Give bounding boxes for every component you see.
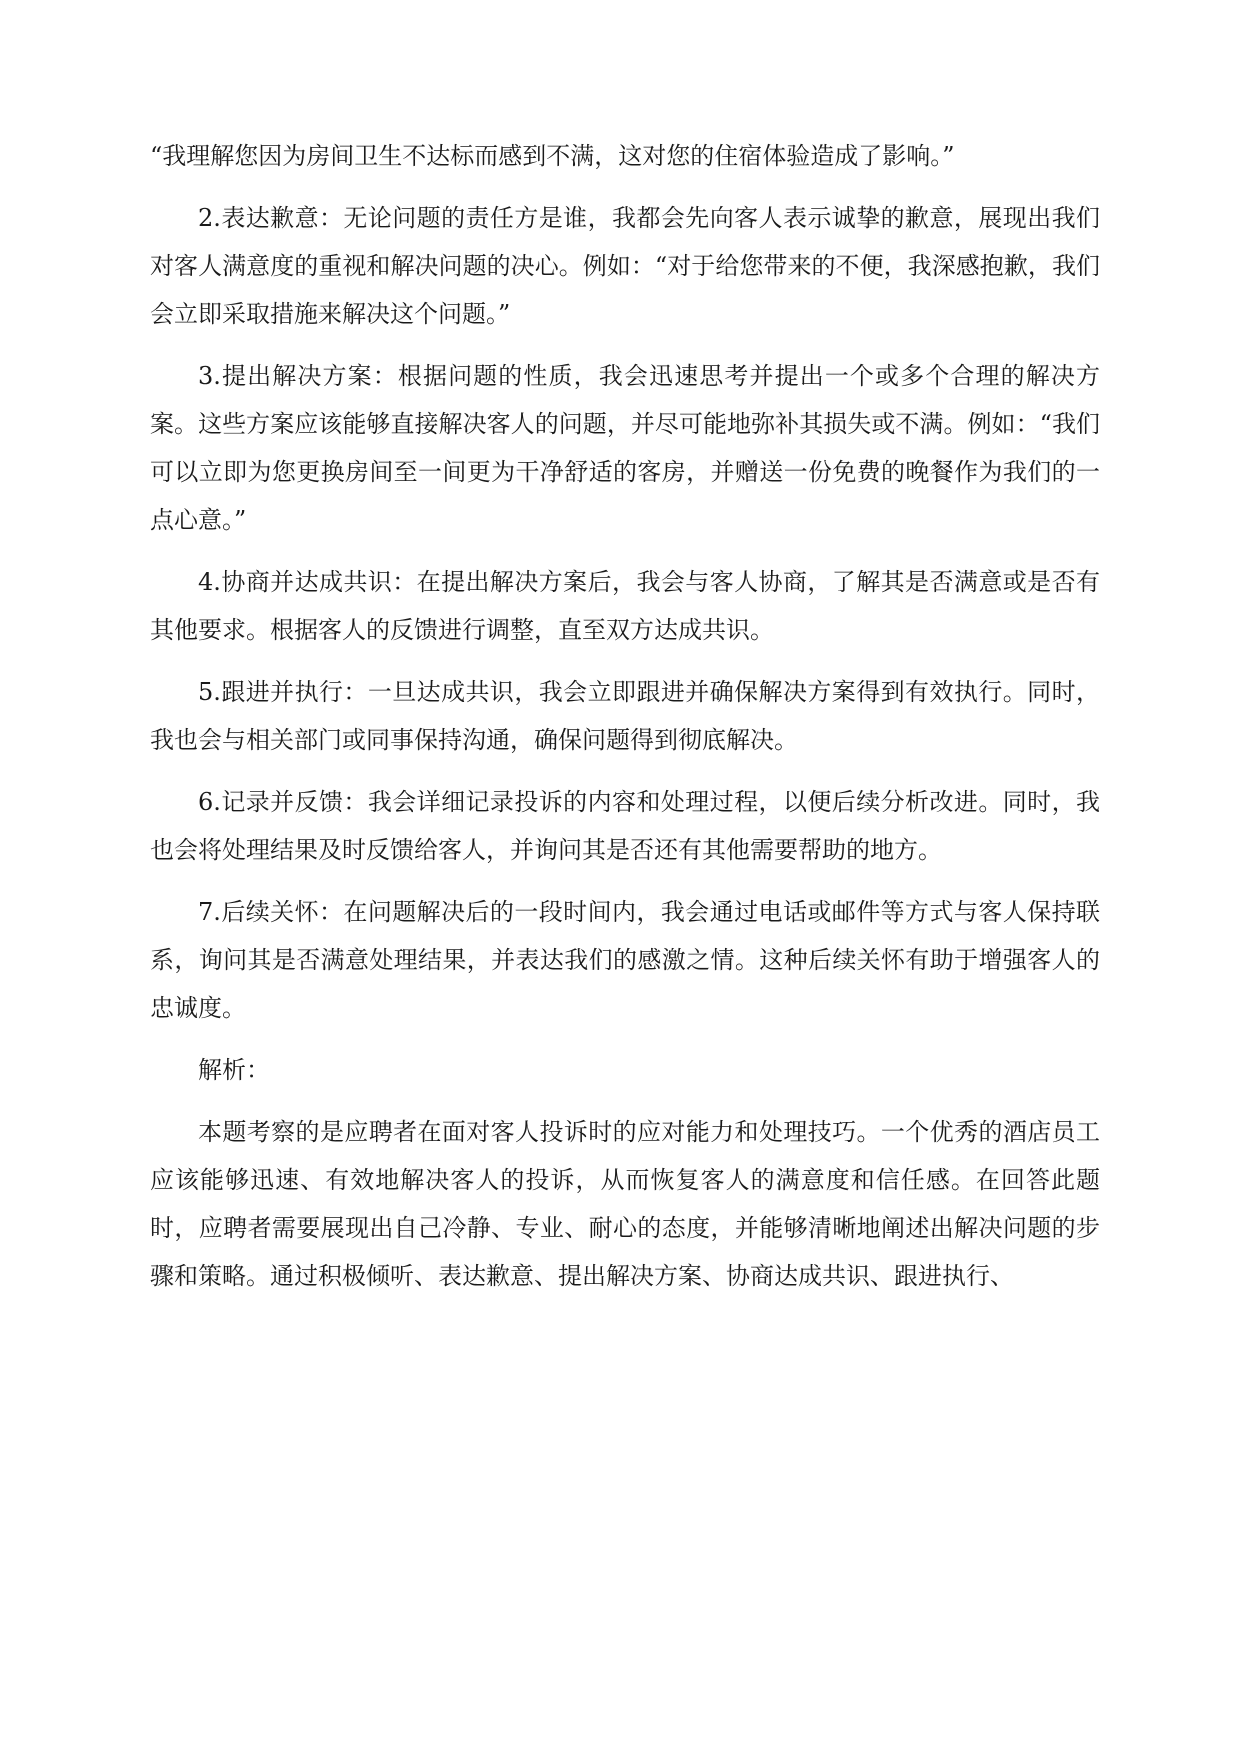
paragraph-step-7-care: 7.后续关怀：在问题解决后的一段时间内，我会通过电话或邮件等方式与客人保持联系，询问其是否满意处理结果，并表达我们的感激之情。这种后续关怀有助于增强客人的忠诚度。	[150, 898, 1100, 1022]
paragraph-continuation: “我理解您因为房间卫生不达标而感到不满，这对您的住宿体验造成了影响。”	[150, 142, 955, 170]
paragraph-step-5-follow-up: 5.跟进并执行：一旦达成共识，我会立即跟进并确保解决方案得到有效执行。同时，我也会与相关部门或同事保持沟通，确保问题得到彻底解决。	[150, 678, 1100, 754]
paragraph-step-2-apologize: 2.表达歉意：无论问题的责任方是谁，我都会先向客人表示诚挚的歉意，展现出我们对客人满意度的重视和解决问题的决心。例如：“对于给您带来的不便，我深感抱歉，我们会立即采取措施来解决这个问题。”	[150, 204, 1100, 328]
paragraph-step-6-record: 6.记录并反馈：我会详细记录投诉的内容和处理过程，以便后续分析改进。同时，我也会将处理结果及时反馈给客人，并询问其是否还有其他需要帮助的地方。	[150, 788, 1100, 864]
document-page	[150, 132, 1100, 1314]
paragraph-step-3-solution: 3.提出解决方案：根据问题的性质，我会迅速思考并提出一个或多个合理的解决方案。这些方案应该能够直接解决客人的问题，并尽可能地弥补其损失或不满。例如：“我们可以立即为您更换房间至一间更为干净舒适的客房，并赠送一份免费的晚餐作为我们的一点心意。”	[150, 362, 1100, 534]
paragraph-analysis: 本题考察的是应聘者在面对客人投诉时的应对能力和处理技巧。一个优秀的酒店员工应该能够迅速、有效地解决客人的投诉，从而恢复客人的满意度和信任感。在回答此题时，应聘者需要展现出自己冷静、专业、耐心的态度，并能够清晰地阐述出解决问题的步骤和策略。通过积极倾听、表达歉意、提出解决方案、协商达成共识、跟进执行、	[150, 1118, 1100, 1290]
paragraph-step-4-consensus: 4.协商并达成共识：在提出解决方案后，我会与客人协商，了解其是否满意或是否有其他要求。根据客人的反馈进行调整，直至双方达成共识。	[150, 568, 1100, 644]
analysis-heading: 解析：	[198, 1056, 270, 1084]
